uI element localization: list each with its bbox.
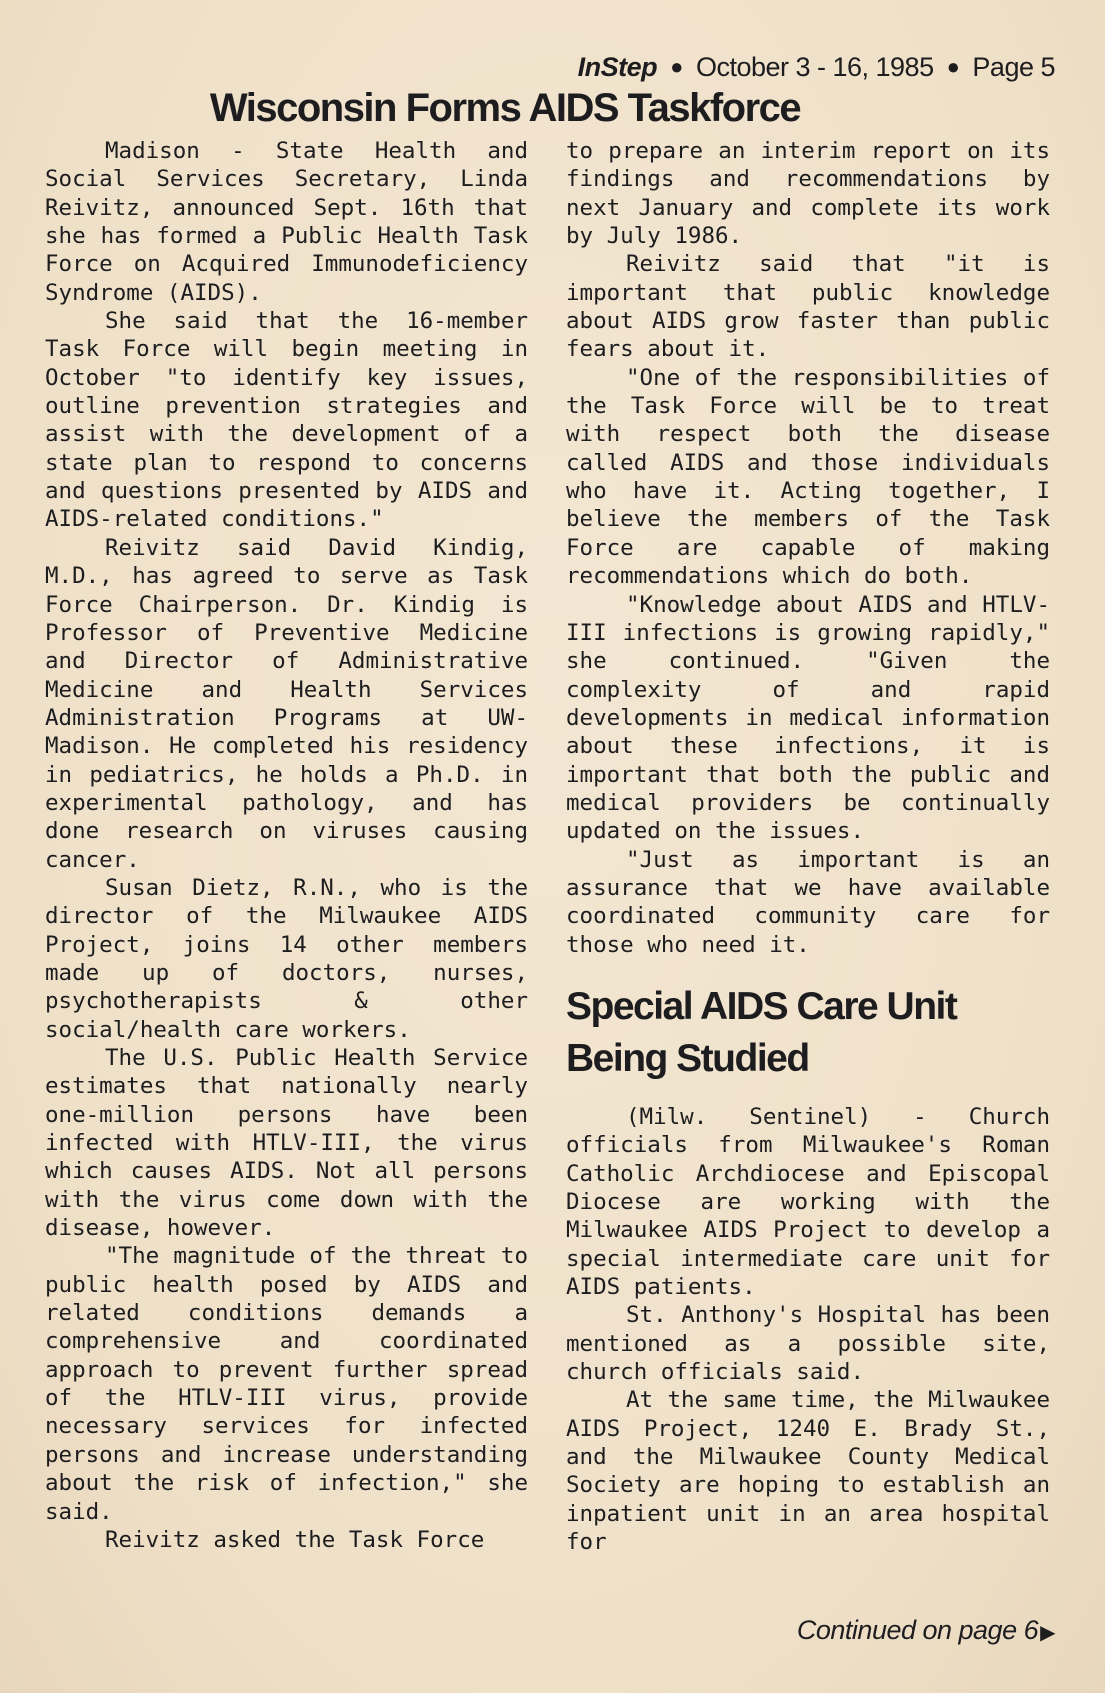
page-header bbox=[578, 52, 1055, 83]
article-paragraph: "The magnitude of the threat to public health posed by AIDS and related conditions demands a comprehensive and coordinated approach to prevent further spread of the HTLV-III virus, provide necessary services for infected persons and increase understanding about the risk of infection," she said. bbox=[45, 1243, 528, 1525]
article-paragraph: Reivitz said that "it is important that public knowledge about AIDS grow faster than public fears about it. bbox=[566, 251, 1050, 363]
article-paragraph: "Knowledge about AIDS and HTLV-III infections is growing rapidly," she continued. "Given the complexity of and rapid developments in medical information about these infections, it is important that both the public and medical providers be continually updated on the issues. bbox=[566, 591, 1050, 845]
article-paragraph: "One of the responsibilities of the Task Force will be to treat with respect both the disease called AIDS and those individuals who have it. Acting together, I believe the members of the Task Force are capable of making recommendations which do both. bbox=[566, 364, 1050, 590]
arrow-right-icon: ▶ bbox=[1040, 1622, 1055, 1644]
article-paragraph: Madison - State Health and Social Services Secretary, Linda Reivitz, announced Sept. 16th that she has formed a Public Health Task Force on Acquired Immunodeficiency Syndrome (AIDS). bbox=[45, 138, 528, 306]
article-paragraph: Susan Dietz, R.N., who is the director of the Milwaukee AIDS Project, joins 14 other members made up of doctors, nurses, psychotherapists & other social/health care workers. bbox=[45, 874, 528, 1043]
article-paragraph: St. Anthony's Hospital has been mentioned as a possible site, church officials said. bbox=[566, 1302, 1050, 1386]
article-paragraph: Reivitz asked the Task Force bbox=[105, 1526, 485, 1553]
article-headline: Wisconsin Forms AIDS Taskforce bbox=[209, 86, 801, 130]
article-paragraph: At the same time, the Milwaukee AIDS Project, 1240 E. Brady St., and the Milwaukee County Medical Society are hoping to establish an inpatient unit in an area hospital for bbox=[566, 1387, 1050, 1556]
continued-on-page-6 bbox=[797, 1615, 1055, 1646]
bullet-separator: ● bbox=[946, 54, 960, 79]
article-paragraph: to prepare an interim report on its findings and recommendations by next January and complete its work by July 1986. bbox=[566, 138, 1050, 250]
publication-name: InStep bbox=[577, 52, 658, 82]
bullet-separator: ● bbox=[670, 54, 683, 79]
left-column bbox=[45, 137, 528, 1554]
right-column bbox=[566, 137, 1050, 1556]
article-paragraph: (Milw. Sentinel) - Church officials from Milwaukee's Roman Catholic Archdiocese and Episcopal Diocese are working with the Milwaukee AIDS Project to develop a special intermediate care unit for AIDS patients. bbox=[566, 1103, 1050, 1301]
article-paragraph: The U.S. Public Health Service estimates that nationally nearly one-million persons have been infected with HTLV-III, the virus which causes AIDS. Not all persons with the virus come down with the disease, however. bbox=[45, 1045, 528, 1242]
continued-text: Continued on page 6 bbox=[796, 1615, 1039, 1645]
article-paragraph: Reivitz said David Kindig, M.D., has agreed to serve as Task Force Chairperson. Dr. Kindig is Professor of Preventive Medicine and Director of Administrative Medicine and Health Services Administration Programs at UW-Madison. He completed his residency in pediatrics, he holds a Ph.D. in experimental pathology, and has done research on viruses causing cancer. bbox=[45, 534, 528, 873]
article-paragraph: She said that the 16-member Task Force will begin meeting in October "to identify key issues, outline prevention strategies and assist with the development of a state plan to respond to concerns and questions presented by AIDS and AIDS-related conditions." bbox=[45, 308, 528, 533]
issue-date: October 3 - 16, 1985 bbox=[695, 52, 934, 82]
second-article-headline: Special AIDS Care Unit Being Studied bbox=[566, 984, 957, 1080]
article-paragraph: "Just as important is an assurance that we have available coordinated community care for those who need it. bbox=[566, 846, 1050, 958]
page-number: Page 5 bbox=[972, 52, 1055, 82]
